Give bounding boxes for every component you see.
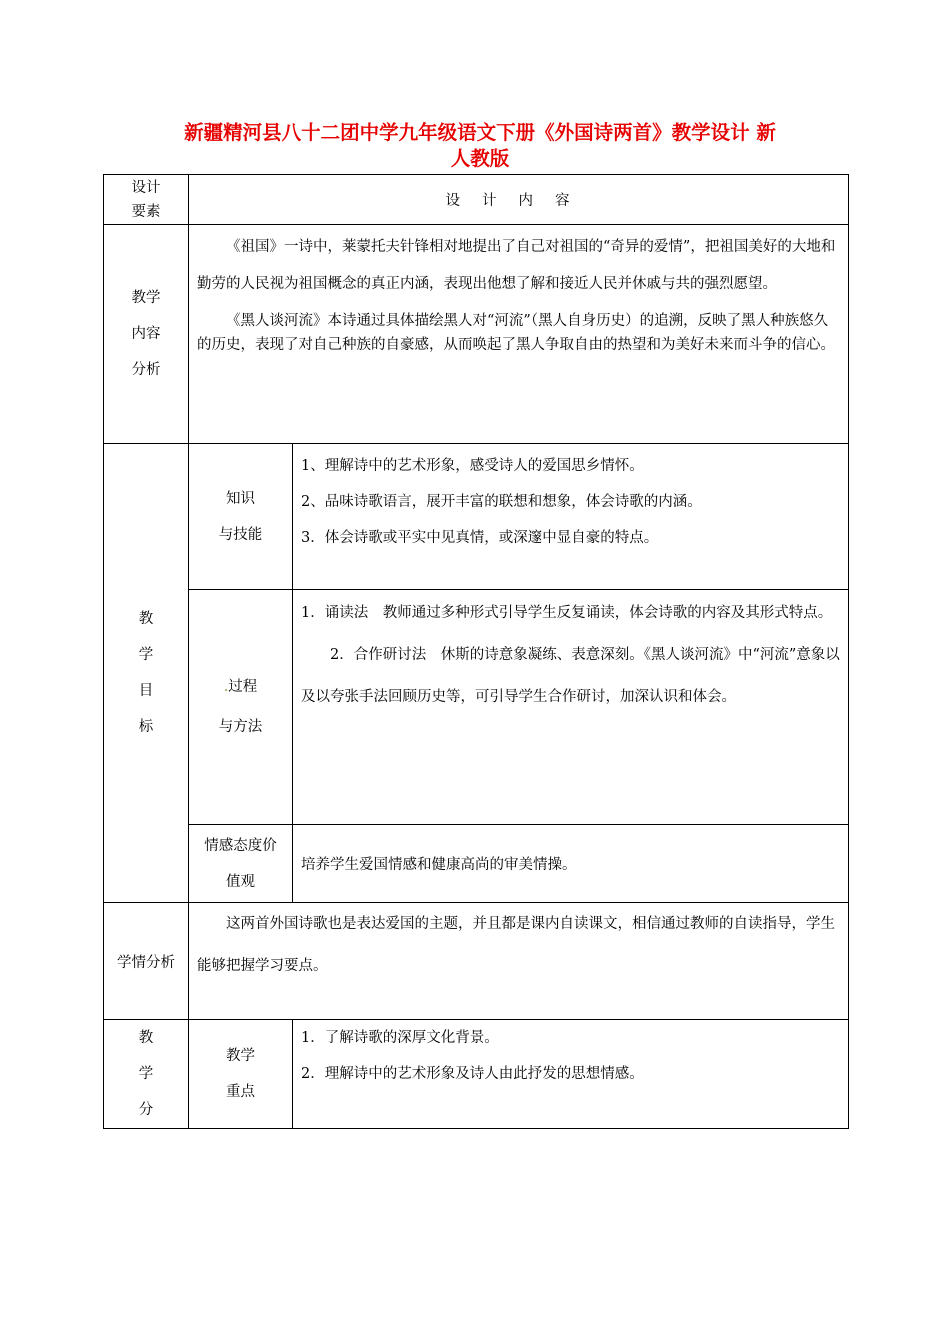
teaching-goals-label: 教 学 目 标 [104, 444, 189, 903]
emotion-values-body [293, 825, 849, 903]
student-analysis-body [189, 903, 849, 1020]
key-point-2: 2．理解诗中的艺术形象及诗人由此抒发的思想情感。 [301, 1066, 644, 1082]
knowledge-item-2: 2、品味诗歌语言，展开丰富的联想和想象，体会诗歌的内涵。 [301, 494, 702, 510]
goals-process-row [104, 590, 849, 825]
lesson-plan-table [103, 174, 849, 1129]
document-title [120, 120, 840, 172]
content-analysis-row [104, 225, 849, 444]
knowledge-item-1: 1、理解诗中的艺术形象，感受诗人的爱国思乡情怀。 [301, 458, 644, 474]
header-design-elements: 设计 要素 [104, 175, 189, 225]
content-analysis-label: 教学 内容 分析 [104, 225, 189, 444]
process-methods-label: .过程 与方法 [189, 590, 293, 825]
header-design-content: 设计内容 [189, 175, 849, 225]
process-methods-body [293, 590, 849, 825]
goals-knowledge-row [104, 444, 849, 590]
goals-emotion-row [104, 825, 849, 903]
title-line-1: 新疆精河县八十二团中学九年级语文下册《外国诗两首》教学设计 新 [184, 121, 776, 144]
knowledge-skills-body [293, 444, 849, 590]
key-points-body [293, 1020, 849, 1129]
process-item-2: 2．合作研讨法 休斯的诗意象凝练、表意深刻。《黑人谈河流》中“河流”意象以及以夸张手法回顾历史等，可引导学生合作研讨，加深认识和体会。 [301, 647, 840, 705]
key-point-1: 1．了解诗歌的深厚文化背景。 [301, 1030, 499, 1046]
student-analysis-text: 这两首外国诗歌也是表达爱国的主题，并且都是课内自读课文，相信通过教师的自读指导，学生能够把握学习要点。 [197, 916, 835, 974]
header-row [104, 175, 849, 225]
title-line-2: 人教版 [450, 147, 510, 170]
teaching-analysis-row [104, 1020, 849, 1129]
content-analysis-body [189, 225, 849, 444]
marker-dot-icon: . [223, 679, 229, 695]
student-analysis-row [104, 903, 849, 1020]
student-analysis-label: 学情分析 [104, 903, 189, 1020]
emotion-text: 培养学生爱国情感和健康高尚的审美情操。 [301, 857, 577, 873]
content-analysis-para-1: 《祖国》一诗中，莱蒙托夫针锋相对地提出了自己对祖国的“奇异的爱情”，把祖国美好的大地和勤劳的人民视为祖国概念的真正内涵，表现出他想了解和接近人民并休戚与共的强烈愿望。 [197, 239, 836, 292]
emotion-values-label: 情感态度价 值观 [189, 825, 293, 903]
teaching-analysis-label: 教 学 分 [104, 1020, 189, 1129]
knowledge-item-3: 3．体会诗歌或平实中见真情，或深邃中显自豪的特点。 [301, 530, 659, 546]
knowledge-skills-label: 知识 与技能 [189, 444, 293, 590]
process-item-1: 1．诵读法 教师通过多种形式引导学生反复诵读，体会诗歌的内容及其形式特点。 [301, 605, 833, 621]
key-points-label: 教学 重点 [189, 1020, 293, 1129]
content-analysis-para-2: 《黑人谈河流》本诗通过具体描绘黑人对“河流”（黑人自身历史）的追溯，反映了黑人种族悠久的历史，表现了对自己种族的自豪感，从而唤起了黑人争取自由的热望和为美好未来而斗争的信心。 [197, 313, 835, 353]
